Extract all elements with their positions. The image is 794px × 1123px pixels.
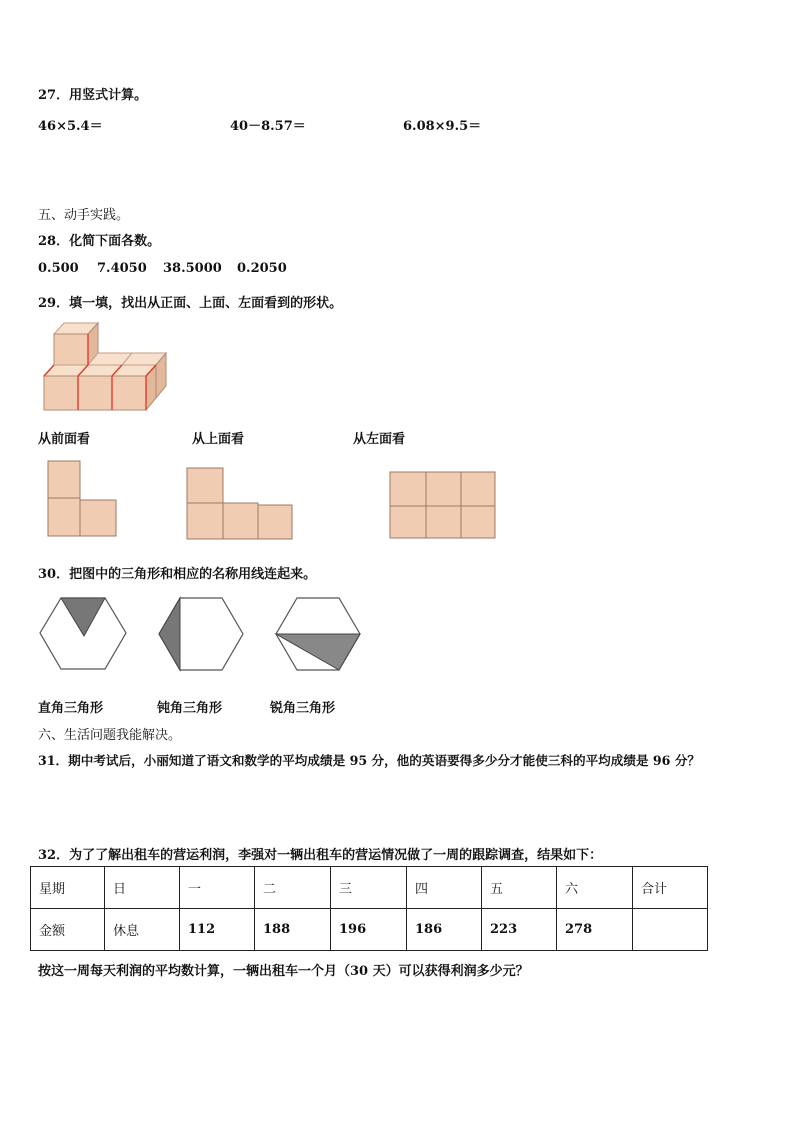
table-row (31, 867, 708, 909)
table-cell: 196 (331, 909, 407, 951)
table-cell (633, 909, 708, 951)
triangle-name-obtuse: 钝角三角形 (157, 701, 223, 716)
table-cell: 一 (180, 867, 255, 909)
q29-title: 29．填一填，找出从正面、上面、左面看到的形状。 (38, 296, 343, 311)
table-row (31, 909, 708, 951)
view-label-left: 从左面看 (353, 432, 406, 447)
q32-question: 按这一周每天利润的平均数计算，一辆出租车一个月（30 天）可以获得利润多少元？ (38, 964, 529, 979)
table-cell: 三 (331, 867, 407, 909)
table-cell: 休息 (105, 909, 180, 951)
table-cell: 112 (180, 909, 255, 951)
q28-number-1: 0.500 (38, 261, 79, 276)
section-6-heading: 六、生活问题我能解决。 (38, 728, 182, 743)
q27-title: 27．用竖式计算。 (38, 88, 148, 103)
triangle-shade-2 (159, 598, 180, 670)
q27-item-1: 46×5.4＝ (38, 119, 103, 134)
table-cell: 星期 (31, 867, 105, 909)
view-label-front: 从前面看 (38, 432, 91, 447)
q28-number-4: 0.2050 (237, 261, 287, 276)
q27-item-2: 40－8.57＝ (230, 119, 306, 134)
q28-number-2: 7.4050 (97, 261, 147, 276)
triangle-name-acute: 锐角三角形 (270, 701, 336, 716)
q32-text: 32．为了了解出租车的营运利润，李强对一辆出租车的营运情况做了一周的跟踪调查，结果如下： (38, 848, 603, 863)
q28-number-3: 38.5000 (163, 261, 222, 276)
profit-table (30, 866, 708, 951)
table-cell: 二 (255, 867, 331, 909)
hexagon-3 (276, 598, 360, 670)
q30-title: 30．把图中的三角形和相应的名称用线连起来。 (38, 567, 317, 582)
table-cell: 四 (407, 867, 482, 909)
view-label-top: 从上面看 (192, 432, 245, 447)
q28-title: 28．化简下面各数。 (38, 234, 161, 249)
table-cell: 278 (557, 909, 633, 951)
q31-text: 31．期中考试后，小丽知道了语文和数学的平均成绩是 95 分，他的英语要得多少分才能使三科的平均成绩是 96 分？ (38, 753, 701, 768)
table-cell: 五 (482, 867, 557, 909)
table-cell: 六 (557, 867, 633, 909)
section-5-heading: 五、动手实践。 (38, 208, 130, 223)
hexagon-1 (40, 598, 126, 669)
table-cell: 186 (407, 909, 482, 951)
table-cell: 合计 (633, 867, 708, 909)
hexagon-2 (159, 598, 243, 670)
q27-item-3: 6.08×9.5＝ (403, 119, 482, 134)
table-cell: 日 (105, 867, 180, 909)
table-cell: 223 (482, 909, 557, 951)
triangle-name-right: 直角三角形 (38, 701, 104, 716)
table-cell: 金额 (31, 909, 105, 951)
table-cell: 188 (255, 909, 331, 951)
